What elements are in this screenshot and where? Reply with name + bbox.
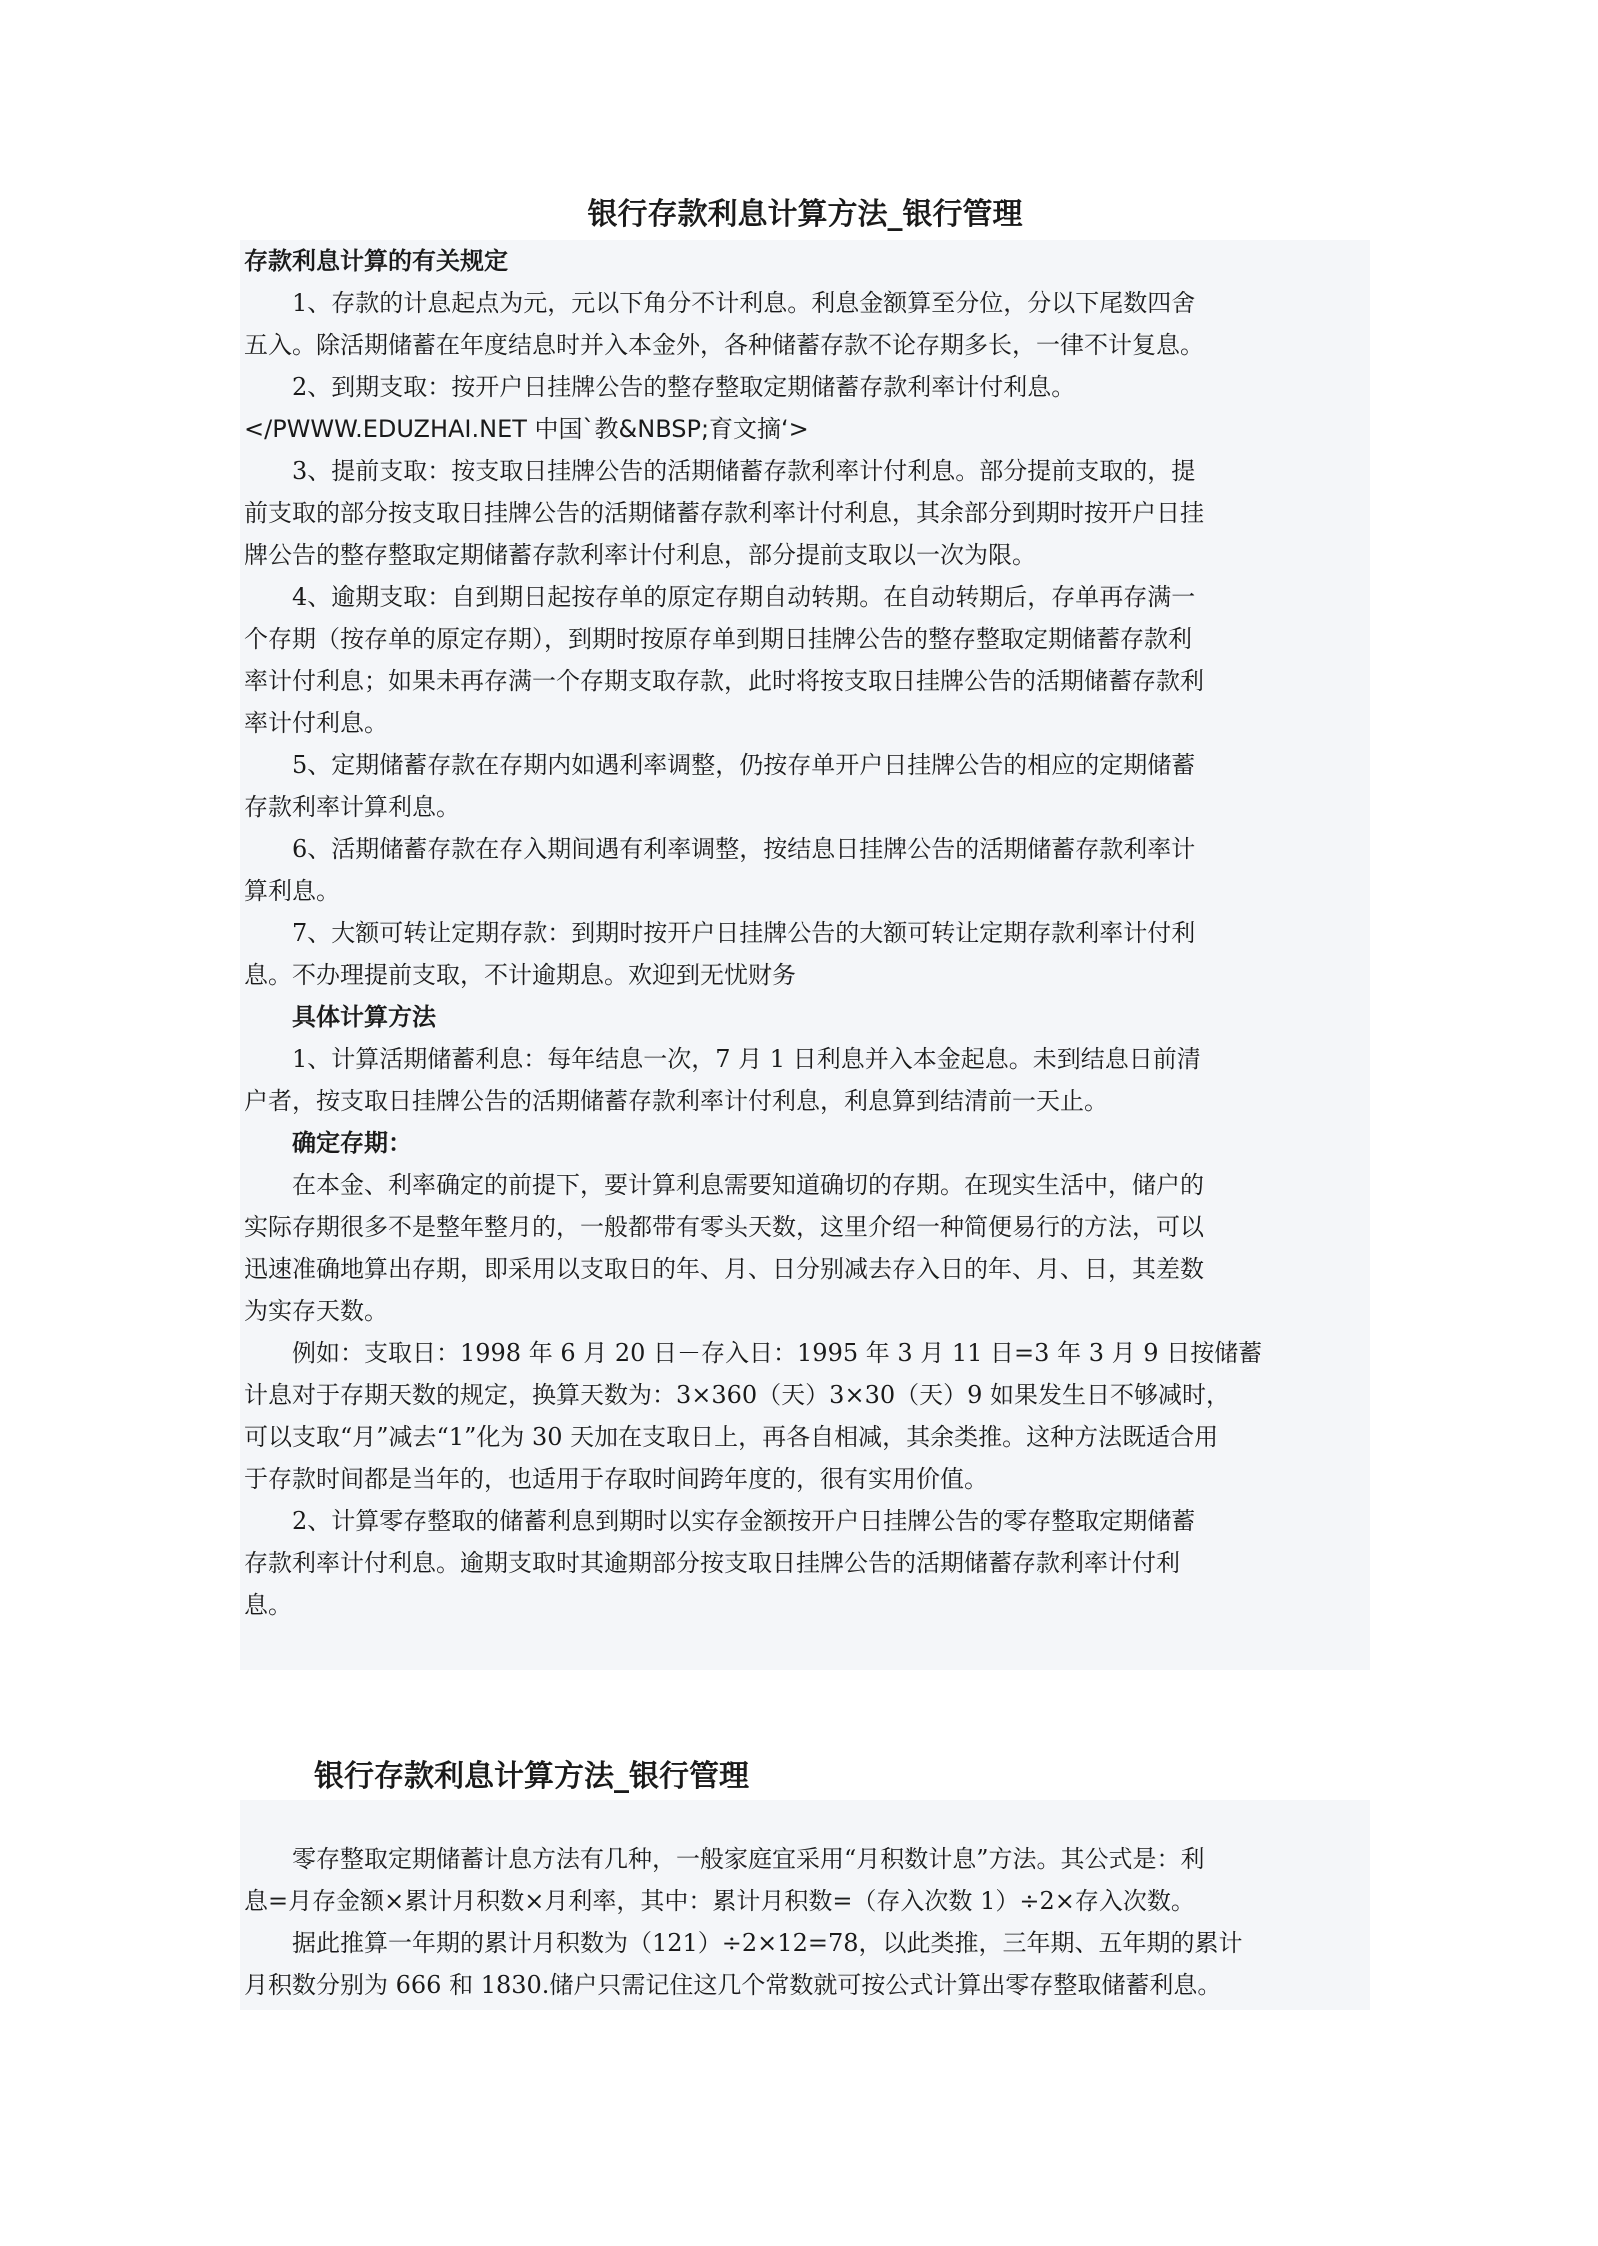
paragraph-line: 牌公告的整存整取定期储蓄存款利率计付利息，部分提前支取以一次为限。 (244, 541, 1036, 569)
content-block-1 (240, 240, 1370, 1670)
paragraph-line: 存款利率计算利息。 (244, 793, 460, 821)
paragraph-line: 迅速准确地算出存期，即采用以支取日的年、月、日分别减去存入日的年、月、日，其差数 (244, 1255, 1204, 1283)
subsection-heading: 确定存期： (244, 1128, 412, 1157)
paragraph-line: 个存期（按存单的原定存期），到期时按原存单到期日挂牌公告的整存整取定期储蓄存款利 (244, 625, 1192, 653)
paragraph-line: 1、计算活期储蓄利息：每年结息一次，7 月 1 日利息并入本金起息。未到结息日前清 (244, 1045, 1201, 1073)
paragraph-line: 计息对于存期天数的规定，换算天数为：3×360（天）3×30（天）9 如果发生日不够减时， (244, 1381, 1231, 1409)
paragraph-line: 3、提前支取：按支取日挂牌公告的活期储蓄存款利率计付利息。部分提前支取的，提 (244, 457, 1196, 485)
paragraph-line: 6、活期储蓄存款在存入期间遇有利率调整，按结息日挂牌公告的活期储蓄存款利率计 (244, 835, 1196, 863)
paragraph-line: 2、到期支取：按开户日挂牌公告的整存整取定期储蓄存款利率计付利息。 (244, 373, 1076, 401)
paragraph-line: 月积数分别为 666 和 1830.储户只需记住这几个常数就可按公式计算出零存整取储蓄利息。 (244, 1971, 1222, 1999)
paragraph-line: 1、存款的计息起点为元，元以下角分不计利息。利息金额算至分位，分以下尾数四舍 (244, 289, 1196, 317)
paragraph-line: 息。不办理提前支取，不计逾期息。欢迎到无忧财务 (244, 961, 796, 989)
paragraph-line: 可以支取“月”减去“1”化为 30 天加在支取日上，再各自相减，其余类推。这种方法既适合用 (244, 1423, 1219, 1451)
paragraph-line: 零存整取定期储蓄计息方法有几种，一般家庭宜采用“月积数计息”方法。其公式是：利 (244, 1845, 1205, 1873)
paragraph-line: 4、逾期支取：自到期日起按存单的原定存期自动转期。在自动转期后，存单再存满一 (244, 583, 1196, 611)
paragraph-line: 例如：支取日：1998 年 6 月 20 日－存入日：1995 年 3 月 11 日=3 年 3 月 9 日按储蓄 (244, 1339, 1263, 1367)
paragraph-line: 在本金、利率确定的前提下，要计算利息需要知道确切的存期。在现实生活中，储户的 (244, 1171, 1204, 1199)
paragraph-line: 率计付利息；如果未再存满一个存期支取存款，此时将按支取日挂牌公告的活期储蓄存款利 (244, 667, 1204, 695)
paragraph-line: 户者，按支取日挂牌公告的活期储蓄存款利率计付利息，利息算到结清前一天止。 (244, 1087, 1108, 1115)
paragraph-line: 五入。除活期储蓄在年度结息时并入本金外，各种储蓄存款不论存期多长，一律不计复息。 (244, 331, 1204, 359)
document-title-2: 银行存款利息计算方法_银行管理 (314, 1759, 749, 1794)
paragraph-line: 存款利率计付利息。逾期支取时其逾期部分按支取日挂牌公告的活期储蓄存款利率计付利 (244, 1549, 1180, 1577)
paragraph-line: 率计付利息。 (244, 709, 388, 737)
section-heading: 存款利息计算的有关规定 (244, 246, 508, 275)
content-block-2 (240, 1800, 1370, 2010)
paragraph-line: 实际存期很多不是整年整月的，一般都带有零头天数，这里介绍一种简便易行的方法，可以 (244, 1213, 1204, 1241)
paragraph-line: 算利息。 (244, 877, 340, 905)
paragraph-line: 据此推算一年期的累计月积数为（121）÷2×12=78，以此类推，三年期、五年期的累计 (244, 1929, 1243, 1957)
subsection-heading: 具体计算方法 (244, 1002, 436, 1031)
paragraph-line: 7、大额可转让定期存款：到期时按开户日挂牌公告的大额可转让定期存款利率计付利 (244, 919, 1196, 947)
paragraph-line: 前支取的部分按支取日挂牌公告的活期储蓄存款利率计付利息，其余部分到期时按开户日挂 (244, 499, 1204, 527)
paragraph-line: 5、定期储蓄存款在存期内如遇利率调整，仍按存单开户日挂牌公告的相应的定期储蓄 (244, 751, 1196, 779)
paragraph-line: 为实存天数。 (244, 1297, 388, 1325)
source-url-line: </PWWW.EDUZHAI.NET 中国`教&NBSP;育文摘‘> (244, 415, 809, 443)
paragraph-line: 息=月存金额×累计月积数×月利率，其中：累计月积数=（存入次数 1）÷2×存入次数。 (244, 1887, 1195, 1915)
document-title: 银行存款利息计算方法_银行管理 (587, 197, 1023, 232)
paragraph-line: 息。 (244, 1591, 292, 1619)
paragraph-line: 于存款时间都是当年的，也适用于存取时间跨年度的，很有实用价值。 (244, 1465, 988, 1493)
paragraph-line: 2、计算零存整取的储蓄利息到期时以实存金额按开户日挂牌公告的零存整取定期储蓄 (244, 1507, 1196, 1535)
